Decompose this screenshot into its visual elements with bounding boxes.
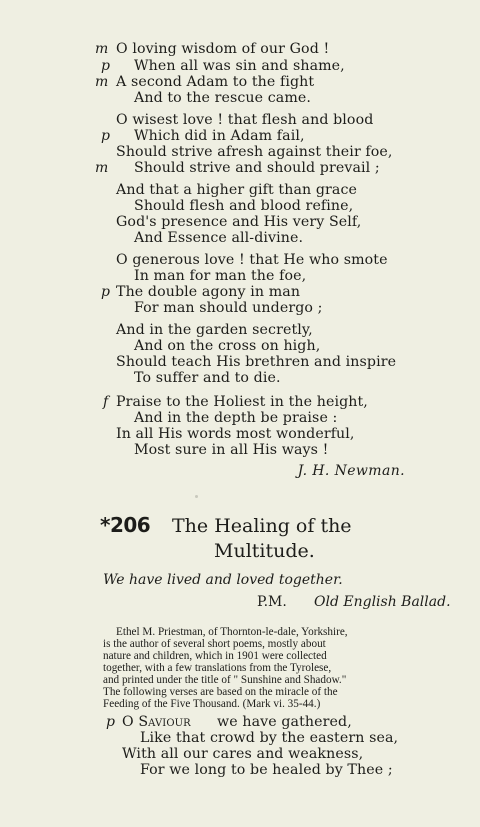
verse-line: And in the garden secretly, — [116, 322, 313, 338]
note-line: and printed under the title of " Sunshine and Shadow." — [103, 674, 347, 686]
verse-line: When all was sin and shame, — [134, 58, 345, 74]
verse-line: Which did in Adam fail, — [134, 128, 305, 144]
verse-line: In all His words most wonderful, — [116, 426, 355, 442]
hymn-author: J. H. Newman. — [297, 463, 405, 479]
verse-line: we have gathered, — [217, 714, 352, 730]
verse-line: The double agony in man — [116, 284, 301, 300]
verse-line: To suffer and to die. — [134, 370, 281, 386]
verse-line: And on the cross on high, — [134, 338, 321, 354]
verse-line: For man should undergo ; — [134, 300, 323, 316]
hymn-title-continued: Multitude. — [214, 540, 315, 562]
note-line: Ethel M. Priestman, of Thornton-le-dale, Yorkshire, — [116, 626, 348, 638]
verse-line: And that a higher gift than grace — [116, 182, 358, 198]
verse-line: Should teach His brethren and inspire — [116, 354, 397, 370]
dynamic-mark: p — [106, 714, 115, 730]
note-line: together, with a few translations from the Tyrolese, — [103, 662, 332, 674]
dynamic-mark: m — [95, 160, 109, 176]
dynamic-mark: p — [101, 128, 110, 144]
note-line: is the author of several short poems, mostly about — [103, 638, 326, 650]
verse-line: God's presence and His very Self, — [116, 214, 362, 230]
verse-line: And to the rescue came. — [134, 90, 311, 106]
verse-line: Like that crowd by the eastern sea, — [140, 730, 399, 746]
note-line: nature and children, which in 1901 were collected — [103, 650, 327, 662]
verse-line: Most sure in all His ways ! — [134, 442, 329, 458]
verse-line: And in the depth be praise : — [134, 410, 338, 426]
verse-line: Should strive and should prevail ; — [134, 160, 380, 176]
verse-line: A second Adam to the fight — [116, 74, 315, 90]
verse-line: With all our cares and weakness, — [122, 746, 364, 762]
first-word: O Saviour — [122, 714, 191, 730]
verse-line: Should strive afresh against their foe, — [116, 144, 393, 160]
dynamic-mark: p — [101, 284, 110, 300]
hymn-number: *206 — [100, 513, 151, 537]
dynamic-mark: f — [103, 394, 109, 410]
verse-line: O wisest love ! that flesh and blood — [116, 112, 374, 128]
verse-line: Praise to the Holiest in the height, — [116, 394, 368, 410]
note-line: Feeding of the Five Thousand. (Mark vi. 35-44.) — [103, 698, 321, 710]
page-speck — [195, 495, 198, 498]
verse-line: O loving wisdom of our God ! — [116, 41, 330, 57]
verse-line: O generous love ! that He who smote — [116, 252, 388, 268]
dynamic-mark: p — [101, 58, 110, 74]
note-line: The following verses are based on the miracle of the — [103, 686, 338, 698]
verse-line: Should flesh and blood refine, — [134, 198, 354, 214]
verse-line: For we long to be healed by Thee ; — [140, 762, 393, 778]
tune-source: Old English Ballad. — [314, 594, 451, 610]
dynamic-mark: m — [95, 74, 109, 90]
hymn-title: The Healing of the — [172, 515, 352, 537]
meter: P.M. — [257, 594, 287, 610]
verse-line: And Essence all-divine. — [134, 230, 304, 246]
dynamic-mark: m — [95, 41, 109, 57]
verse-line: In man for man the foe, — [134, 268, 307, 284]
tune-name: We have lived and loved together. — [103, 572, 343, 588]
